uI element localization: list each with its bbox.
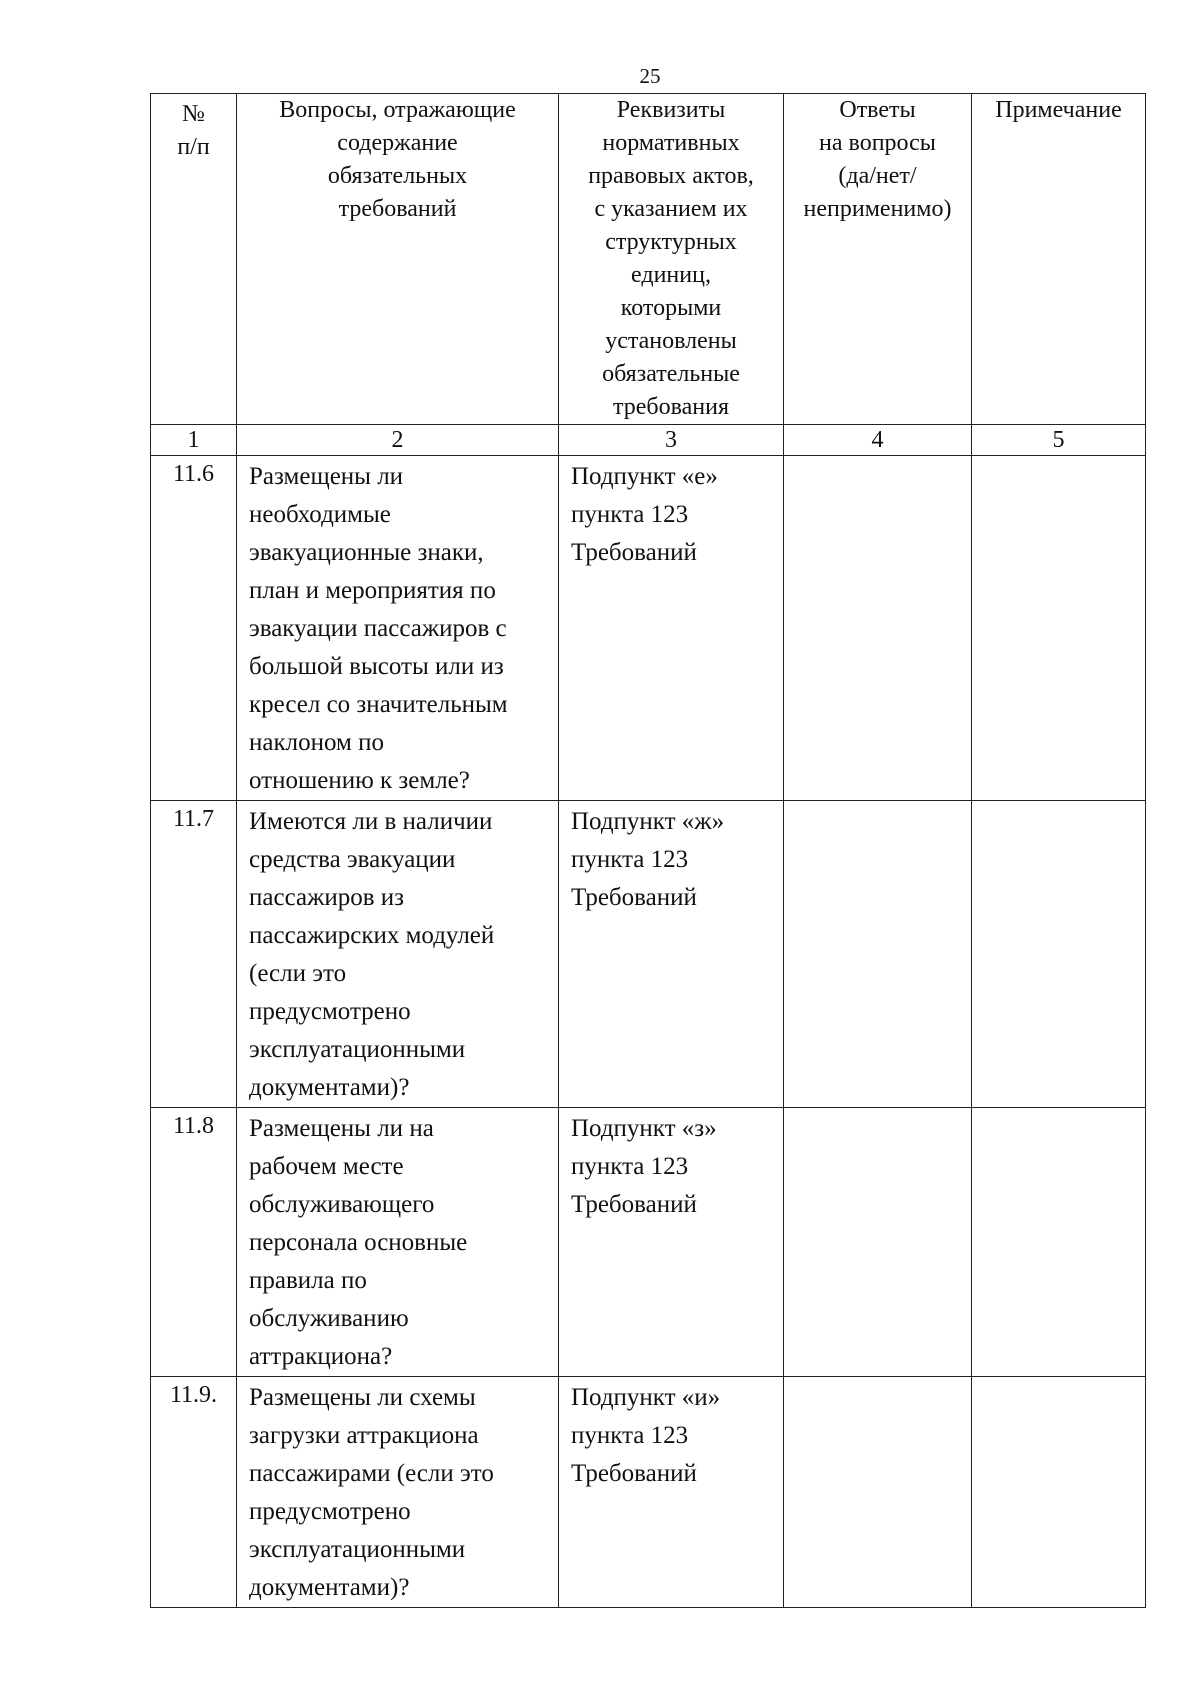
text-line: пассажиров из — [249, 884, 405, 911]
text-line: требований — [338, 196, 457, 222]
text-line: пассажирами (если это — [249, 1460, 494, 1487]
text-line: Имеются ли в наличии — [249, 808, 493, 835]
text-line: которыми — [620, 295, 722, 321]
text-line: содержание — [337, 130, 458, 156]
header-number-cell — [151, 94, 237, 425]
text-line: Ответы — [839, 97, 916, 123]
column-number-row — [151, 425, 1146, 456]
header-question-text — [237, 94, 558, 226]
header-reference-cell — [559, 94, 784, 425]
row-reference-text — [571, 1379, 783, 1493]
text-line: обязательных — [327, 163, 468, 189]
row-reference-text — [571, 803, 783, 917]
text-line: пункта 123 — [571, 1153, 689, 1180]
text-line: установлены — [605, 328, 737, 354]
row-question-text — [249, 1110, 550, 1376]
text-line: предусмотрено — [249, 1498, 411, 1525]
column-number-2: 2 — [237, 425, 559, 456]
text-line: п/п — [177, 134, 210, 160]
text-line: план и мероприятия по — [249, 577, 496, 604]
text-line: отношению к земле? — [249, 767, 470, 794]
text-line: на вопросы — [819, 130, 936, 156]
text-line: Примечание — [995, 97, 1122, 123]
column-number-5: 5 — [972, 425, 1146, 456]
requirements-checklist-table — [150, 93, 1146, 1608]
text-line: структурных — [605, 229, 737, 255]
text-line: неприменимо) — [803, 196, 952, 222]
table-row — [151, 1377, 1146, 1608]
header-answer-text — [784, 94, 971, 226]
row-note[interactable] — [972, 1377, 1146, 1608]
text-line: эксплуатационными — [249, 1036, 466, 1063]
text-line: (да/нет/ — [838, 163, 917, 189]
row-number: 11.7 — [151, 801, 237, 1108]
table-row — [151, 456, 1146, 801]
text-line: пункта 123 — [571, 1422, 689, 1449]
text-line: эксплуатационными — [249, 1536, 466, 1563]
row-reference — [559, 1108, 784, 1377]
text-line: Вопросы, отражающие — [279, 97, 516, 123]
page-number: 25 — [639, 64, 661, 88]
row-answer[interactable] — [784, 456, 972, 801]
text-line: пункта 123 — [571, 846, 689, 873]
text-line: нормативных — [602, 130, 740, 156]
text-line: Требований — [571, 1191, 697, 1218]
column-number-3: 3 — [559, 425, 784, 456]
text-line: обязательные — [602, 361, 740, 387]
text-line: Размещены ли на — [249, 1115, 434, 1142]
text-line: правовых актов, — [588, 163, 754, 189]
text-line: документами)? — [249, 1574, 410, 1601]
text-line: необходимые — [249, 501, 391, 528]
header-note-text — [972, 94, 1145, 127]
text-line: кресел со значительным — [249, 691, 508, 718]
row-number: 11.8 — [151, 1108, 237, 1377]
text-line: эвакуации пассажиров с — [249, 615, 507, 642]
table-row — [151, 1108, 1146, 1377]
text-line: документами)? — [249, 1074, 410, 1101]
row-question — [237, 1377, 559, 1608]
row-answer[interactable] — [784, 1108, 972, 1377]
text-line: средства эвакуации — [249, 846, 456, 873]
row-reference — [559, 1377, 784, 1608]
row-note[interactable] — [972, 1108, 1146, 1377]
row-answer[interactable] — [784, 801, 972, 1108]
header-answer-cell — [784, 94, 972, 425]
text-line: аттракциона? — [249, 1343, 393, 1370]
text-line: № — [182, 101, 205, 127]
text-line: Требований — [571, 884, 697, 911]
text-line: пассажирских модулей — [249, 922, 495, 949]
header-note-cell — [972, 94, 1146, 425]
row-note[interactable] — [972, 456, 1146, 801]
row-question-text — [249, 803, 550, 1107]
text-line: обслуживанию — [249, 1305, 409, 1332]
text-line: наклоном по — [249, 729, 384, 756]
text-line: пункта 123 — [571, 501, 689, 528]
column-number-4: 4 — [784, 425, 972, 456]
text-line: Размещены ли схемы — [249, 1384, 476, 1411]
text-line: Требований — [571, 539, 697, 566]
header-row — [151, 94, 1146, 425]
text-line: Подпункт «ж» — [571, 808, 725, 835]
row-question — [237, 456, 559, 801]
row-reference — [559, 456, 784, 801]
column-number-1: 1 — [151, 425, 237, 456]
row-answer[interactable] — [784, 1377, 972, 1608]
text-line: эвакуационные знаки, — [249, 539, 484, 566]
header-reference-text — [559, 94, 783, 424]
row-reference — [559, 801, 784, 1108]
text-line: обслуживающего — [249, 1191, 435, 1218]
text-line: единиц, — [631, 262, 711, 288]
text-line: требования — [612, 394, 730, 420]
text-line: (если это — [249, 960, 347, 987]
text-line: Подпункт «з» — [571, 1115, 717, 1142]
row-question — [237, 801, 559, 1108]
row-reference-text — [571, 458, 783, 572]
text-line: большой высоты или из — [249, 653, 504, 680]
text-line: Подпункт «и» — [571, 1384, 721, 1411]
row-question-text — [249, 458, 550, 800]
table-row — [151, 801, 1146, 1108]
text-line: рабочем месте — [249, 1153, 404, 1180]
text-line: Размещены ли — [249, 463, 404, 490]
text-line: загрузки аттракциона — [249, 1422, 479, 1449]
text-line: Подпункт «е» — [571, 463, 718, 490]
header-question-cell — [237, 94, 559, 425]
text-line: предусмотрено — [249, 998, 411, 1025]
text-line: правила по — [249, 1267, 367, 1294]
row-number: 11.9. — [151, 1377, 237, 1608]
text-line: персонала основные — [249, 1229, 468, 1256]
row-reference-text — [571, 1110, 783, 1224]
text-line: Требований — [571, 1460, 697, 1487]
header-number-text — [151, 98, 236, 164]
row-note[interactable] — [972, 801, 1146, 1108]
row-question-text — [249, 1379, 550, 1607]
row-question — [237, 1108, 559, 1377]
text-line: с указанием их — [594, 196, 748, 222]
text-line: Реквизиты — [616, 97, 726, 123]
row-number: 11.6 — [151, 456, 237, 801]
